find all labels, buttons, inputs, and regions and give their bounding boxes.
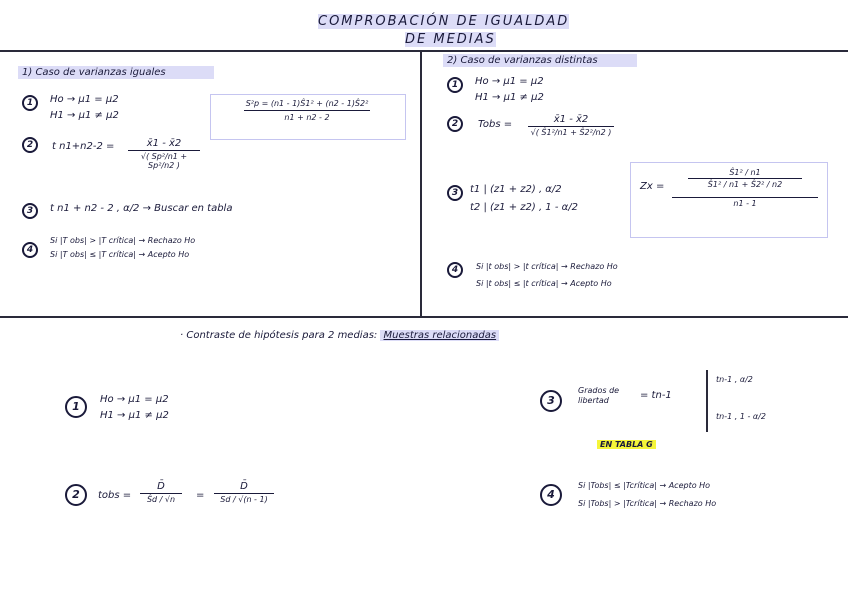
zx-lhs: Zx =: [640, 181, 665, 192]
left-step3-text: t n1 + n2 - 2 , α/2 → Buscar en tabla: [50, 203, 233, 214]
left-step4-line1: Si |T obs| > |T crítica| → Rechazo Ho: [50, 236, 196, 245]
right-step4-line1: Si |t obs| > |t crítica| → Rechazo Ho: [476, 262, 618, 271]
bottom-heading-highlight: Muestras relacionadas: [380, 330, 499, 341]
bottom-step2-frac2: D̄ Sd / √(n - 1): [214, 481, 274, 504]
step-4-circle: 4: [447, 262, 463, 278]
right-heading: 2) Caso de varianzas distintas: [443, 54, 637, 67]
left-step1-line2: H1 → μ1 ≠ μ2: [50, 110, 119, 121]
step-2-circle: 2: [447, 116, 463, 132]
step-4-circle: 4: [540, 484, 562, 506]
middle-divider: [0, 316, 848, 318]
bracket-line1: tn-1 , α/2: [716, 375, 753, 384]
right-step3-line2: t2 | (z1 + z2) , 1 - α/2: [470, 202, 578, 213]
table-tag: EN TABLA G: [597, 440, 656, 449]
degrees-of-freedom-eq: = tn-1: [640, 390, 672, 401]
left-step1-line1: Ho → μ1 = μ2: [50, 94, 119, 105]
bottom-step1-line1: Ho → μ1 = μ2: [100, 394, 169, 405]
step-1-circle: 1: [65, 396, 87, 418]
bottom-step1-line2: H1 → μ1 ≠ μ2: [100, 410, 169, 421]
vertical-divider: [420, 50, 422, 316]
step-2-circle: 2: [22, 137, 38, 153]
left-step2-fraction: x̄1 - x̄2 √( Sp²/n1 + Sp²/n2 ): [128, 138, 200, 170]
bottom-step4-line1: Si |Tobs| ≤ |Tcrítica| → Acepto Ho: [578, 481, 711, 490]
bracket-line2: tn-1 , 1 - α/2: [716, 412, 766, 421]
page-subtitle: DE MEDIAS: [405, 32, 496, 47]
left-heading: 1) Caso de varianzas iguales: [18, 66, 214, 79]
right-step1-line2: H1 → μ1 ≠ μ2: [475, 92, 544, 103]
zx-formula: Ŝ1² / n1 Ŝ1² / n1 + Ŝ2² / n2 n1 - 1: [672, 168, 818, 208]
step-1-circle: 1: [447, 77, 463, 93]
right-step2-fraction: x̄1 - x̄2 √( Ŝ1²/n1 + Ŝ2²/n2 ): [528, 114, 614, 137]
bottom-heading-prefix: · Contraste de hipótesis para 2 medias:: [180, 330, 378, 341]
step-3-circle: 3: [540, 390, 562, 412]
bottom-step2-eq: =: [196, 490, 205, 501]
right-step1-line1: Ho → μ1 = μ2: [475, 76, 544, 87]
bottom-step2-frac1: D̄ Ŝd / √n: [140, 481, 182, 504]
step-1-circle: 1: [22, 95, 38, 111]
bottom-step2-lhs: tobs =: [98, 490, 132, 501]
bracket-line: [706, 370, 708, 432]
step-2-circle: 2: [65, 484, 87, 506]
right-step3-line1: t1 | (z1 + z2) , α/2: [470, 184, 562, 195]
right-step2-lhs: Tobs =: [478, 119, 513, 130]
bottom-heading: [180, 330, 499, 341]
right-step4-line2: Si |t obs| ≤ |t crítica| → Acepto Ho: [476, 279, 612, 288]
degrees-of-freedom-label: Grados de libertad: [578, 386, 620, 405]
left-step2-lhs: t n1+n2-2 =: [52, 141, 115, 152]
top-divider: [0, 50, 848, 52]
left-step4-line2: Si |T obs| ≤ |T crítica| → Acepto Ho: [50, 250, 190, 259]
step-3-circle: 3: [22, 203, 38, 219]
bottom-step4-line2: Si |Tobs| > |Tcrítica| → Rechazo Ho: [578, 499, 717, 508]
pooled-variance-formula: S²p = (n1 - 1)Ŝ1² + (n2 - 1)Ŝ2² n1 + n2 - 2: [245, 99, 369, 122]
step-3-circle: 3: [447, 185, 463, 201]
page-title: COMPROBACIÓN DE IGUALDAD: [318, 14, 570, 29]
step-4-circle: 4: [22, 242, 38, 258]
